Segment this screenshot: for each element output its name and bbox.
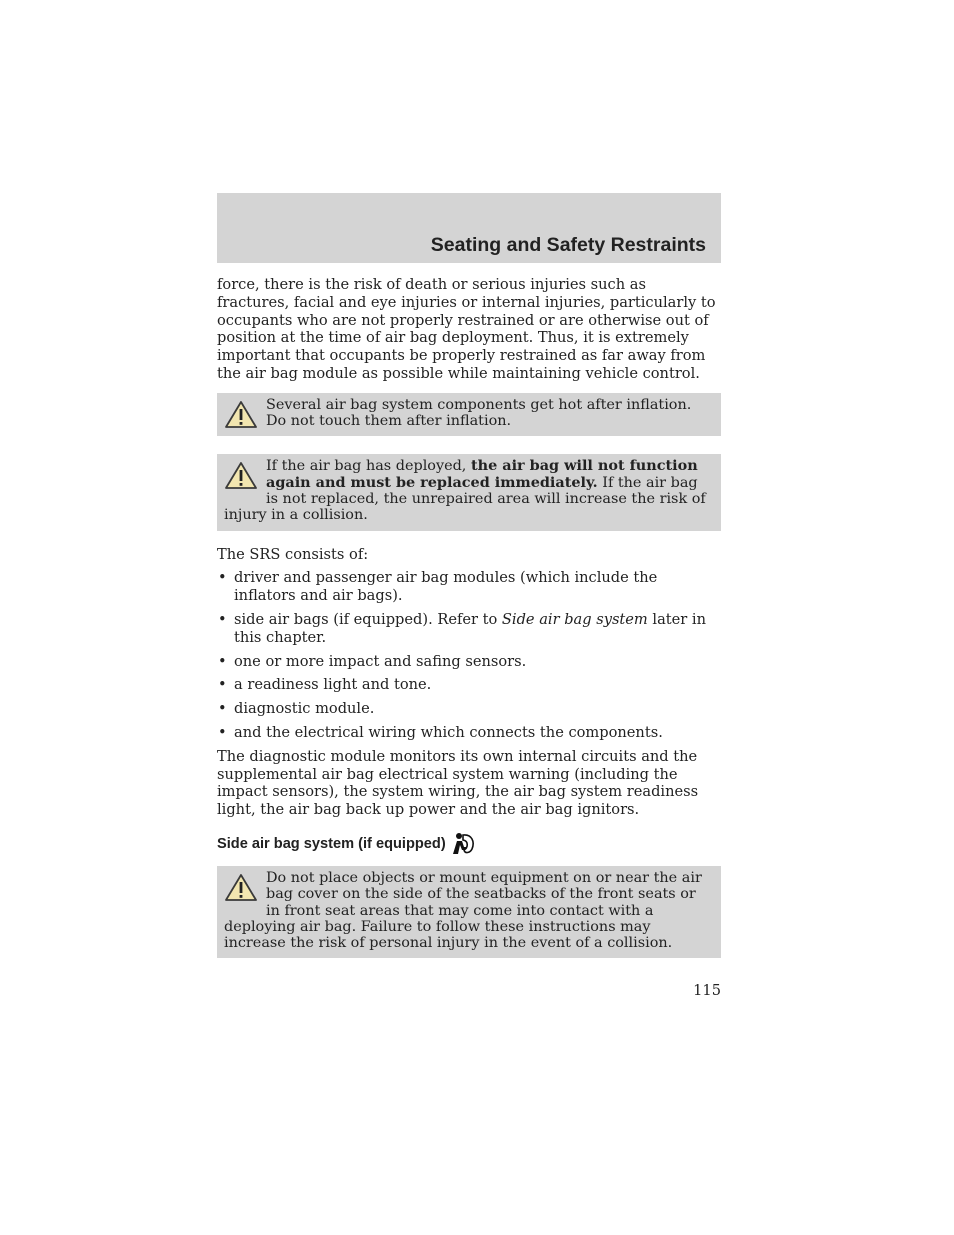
list-item: • diagnostic module.: [218, 700, 375, 718]
srs-intro: The SRS consists of:: [217, 545, 369, 563]
warning-text-emphasis: the air bag will not function again and must be replaced immediately.: [266, 457, 698, 491]
srs-component-list: [217, 569, 721, 741]
page-number: 115: [693, 982, 721, 999]
bullet: •: [218, 676, 227, 694]
warning-text-lead: If the air bag has deployed,: [266, 458, 471, 475]
bullet: •: [218, 610, 227, 628]
warning-triangle-icon: [224, 461, 258, 491]
list-item: • and the electrical wiring which connects the components.: [218, 723, 663, 741]
bullet: •: [218, 723, 227, 741]
warning-text: Do not place objects or mount equipment on or near the air bag cover on the side of the seatbacks of the front seats or in front seat areas that may come into contact with a deploying air bag. Failure to follow these instructions may increase the risk of personal injury in the event of a collision.: [224, 869, 702, 952]
list-item: • side air bags (if equipped). Refer to Side air bag system later in this chapter.: [218, 610, 706, 646]
section-heading-text: Side air bag system (if equipped): [217, 835, 446, 852]
bullet: •: [218, 569, 227, 587]
cross-reference-link: Side air bag system: [501, 610, 648, 628]
warning-box-deployed: [217, 454, 721, 530]
list-item: • a readiness light and tone.: [218, 676, 432, 694]
page-title: Seating and Safety Restraints: [430, 234, 706, 256]
section-heading-side-airbag: [217, 832, 721, 856]
intro-paragraph: force, there is the risk of death or serious injuries such as fractures, facial and eye injuries or internal injuries, particularly to occupants who are not properly restrained or are otherwise out of position at the time of air bag deployment. Thus, it is extremely important that occupants be properly restrained as far away from the air bag module as possible while maintaining vehicle control.: [217, 276, 716, 382]
list-item: • driver and passenger air bag modules (which include the inflators and air bags).: [218, 569, 658, 605]
warning-triangle-icon: [224, 873, 258, 903]
warning-text: Several air bag system components get hot after inflation. Do not touch them after inflation.: [266, 396, 692, 430]
bullet: •: [218, 652, 227, 670]
list-item: • one or more impact and safing sensors.: [218, 652, 527, 670]
warning-triangle-icon: [224, 400, 258, 430]
side-airbag-icon: [450, 832, 476, 856]
warning-text-tail: If the air bag is not replaced, the unrepaired area will increase the risk of injury in a collision.: [224, 474, 706, 524]
bullet: •: [218, 700, 227, 718]
warning-box-side-airbag: [217, 866, 721, 958]
header-band: [217, 193, 721, 263]
manual-page: [217, 193, 721, 999]
diagnostic-paragraph: The diagnostic module monitors its own internal circuits and the supplemental air bag electrical system warning (including the impact sensors), the system wiring, the air bag system readiness light, the air bag back up power and the air bag ignitors.: [217, 747, 699, 819]
warning-box-hot-components: [217, 393, 721, 437]
